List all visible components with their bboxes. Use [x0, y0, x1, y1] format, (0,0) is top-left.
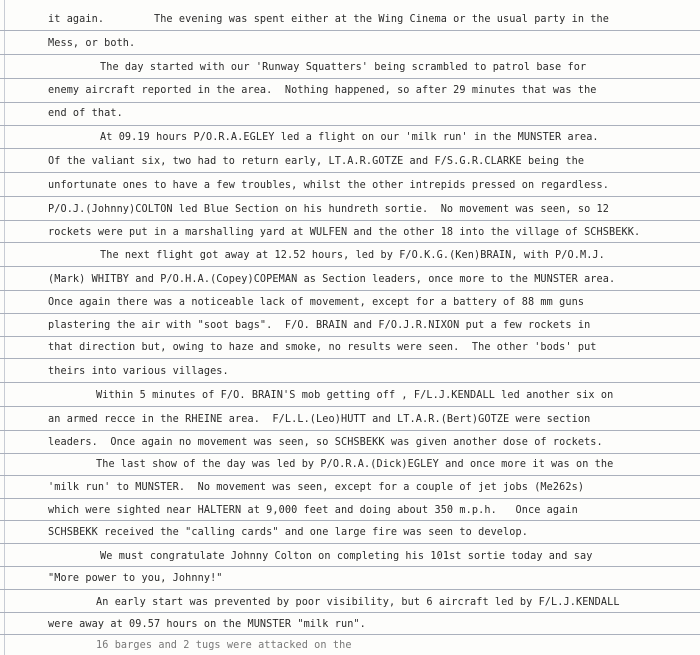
text-line: leaders. Once again no movement was seen, so SCHSBEKK was given another dose of rockets.: [48, 437, 603, 448]
text-line: The last show of the day was led by P/O.R.A.(Dick)EGLEY and once more it was on the: [96, 459, 614, 470]
text-line: plastering the air with "soot bags". F/O. BRAIN and F/O.J.R.NIXON put a few rockets in: [48, 320, 591, 331]
text-line: theirs into various villages.: [48, 366, 229, 377]
text-line: (Mark) WHITBY and P/O.H.A.(Copey)COPEMAN as Section leaders, once more to the MUNSTER area.: [48, 274, 616, 285]
text-line: The day started with our 'Runway Squatters' being scrambled to patrol base for: [100, 62, 587, 73]
text-line: Mess, or both.: [48, 38, 136, 49]
text-line: which were sighted near HALTERN at 9,000 feet and doing about 350 m.p.h. Once again: [48, 505, 578, 516]
text-line: Of the valiant six, two had to return early, LT.A.R.GOTZE and F/S.G.R.CLARKE being the: [48, 156, 585, 167]
text-line: unfortunate ones to have a few troubles, whilst the other intrepids pressed on regardless.: [48, 180, 610, 191]
text-line: Within 5 minutes of F/O. BRAIN'S mob getting off , F/L.J.KENDALL led another six on: [96, 390, 614, 401]
text-line: Once again there was a noticeable lack of movement, except for a battery of 88 mm guns: [48, 297, 585, 308]
text-line: 'milk run' to MUNSTER. No movement was seen, except for a couple of jet jobs (Me262s): [48, 482, 585, 493]
text-line: We must congratulate Johnny Colton on completing his 101st sortie today and say: [100, 551, 593, 562]
text-line: rockets were put in a marshalling yard at WULFEN and the other 18 into the village of SCHSBEKK.: [48, 227, 641, 238]
text-line: An early start was prevented by poor visibility, but 6 aircraft led by F/L.J.KENDALL: [96, 597, 620, 608]
text-line: The next flight got away at 12.52 hours, led by F/O.K.G.(Ken)BRAIN, with P/O.M.J.: [100, 250, 605, 261]
text-line: that direction but, owing to haze and smoke, no results were seen. The other 'bods' put: [48, 342, 597, 353]
text-line: enemy aircraft reported in the area. Nothing happened, so after 29 minutes that was the: [48, 85, 597, 96]
text-line: it again. The evening was spent either at the Wing Cinema or the usual party in the: [48, 14, 610, 25]
text-line: an armed recce in the RHEINE area. F/L.L.(Leo)HUTT and LT.A.R.(Bert)GOTZE were section: [48, 414, 591, 425]
text-line: end of that.: [48, 108, 123, 119]
text-line: 16 barges and 2 tugs were attacked on the: [96, 640, 352, 651]
text-line: were away at 09.57 hours on the MUNSTER "milk run".: [48, 619, 366, 630]
margin-line: [4, 0, 5, 655]
text-line: P/O.J.(Johnny)COLTON led Blue Section on his hundreth sortie. No movement was seen, so 12: [48, 204, 610, 215]
text-line: "More power to you, Johnny!": [48, 573, 223, 584]
text-line: SCHSBEKK received the "calling cards" and one large fire was seen to develop.: [48, 527, 528, 538]
text-line: At 09.19 hours P/O.R.A.EGLEY led a flight on our 'milk run' in the MUNSTER area.: [100, 132, 599, 143]
